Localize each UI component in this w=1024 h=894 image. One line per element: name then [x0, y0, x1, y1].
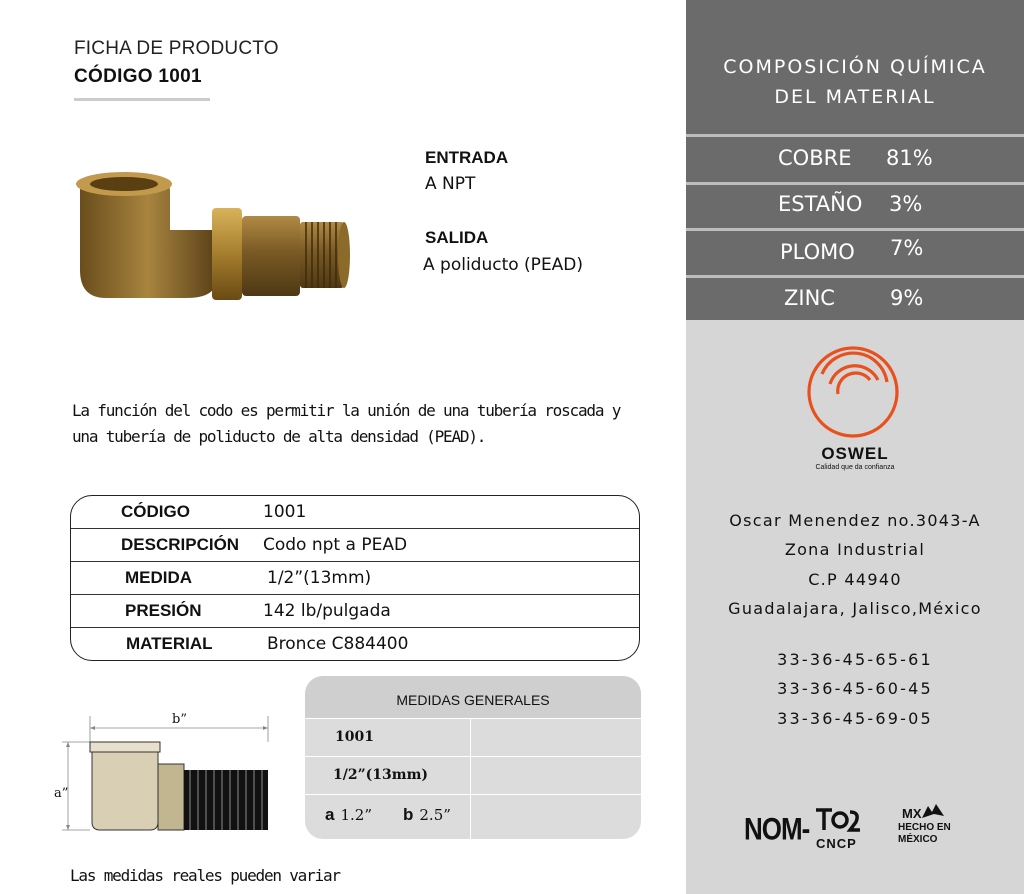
oswel-logo-icon [798, 340, 908, 450]
spec-value: Codo npt a PEAD [263, 535, 408, 555]
cncp-logo-icon [814, 804, 860, 834]
mx-mark: MX [902, 806, 922, 821]
spec-key: CÓDIGO [121, 502, 190, 521]
title-underline [74, 98, 210, 101]
composition-row-plomo [686, 234, 1024, 274]
product-description: La función del codo es permitir la unión de una tubería roscada y una tubería de poliducto de alta densidad (PEAD). [72, 401, 621, 446]
spec-value: 1001 [263, 502, 307, 522]
eagle-icon [920, 802, 946, 822]
phone-2: 33-36-45-60-45 [777, 679, 933, 698]
product-code-title: CÓDIGO 1001 [74, 66, 202, 87]
element-percent: 3% [889, 192, 923, 216]
composition-row-zinc [686, 280, 1024, 320]
hecho-en-mexico [898, 822, 951, 846]
divider [686, 228, 1024, 231]
address-line1: Oscar Menendez no.3043-A [729, 511, 981, 530]
element-percent: 7% [890, 236, 924, 260]
salida-label: SALIDA [425, 228, 489, 247]
dim-b-value: 2.5” [419, 806, 451, 824]
spec-key: PRESIÓN [125, 601, 202, 620]
spec-key: MATERIAL [126, 634, 213, 653]
phone-3: 33-36-45-69-05 [777, 709, 933, 728]
composition-row-estano [686, 186, 1024, 226]
hecho-line1: HECHO EN [898, 822, 951, 833]
dim-a [325, 805, 372, 825]
divider [686, 182, 1024, 185]
footnote: Las medidas reales pueden variar [70, 866, 340, 885]
element-percent: 9% [890, 286, 924, 310]
spec-value: 1/2”(13mm) [267, 568, 372, 588]
element-name: COBRE [778, 146, 852, 170]
composition-title-line1: COMPOSICIÓN QUÍMICA [723, 56, 987, 78]
nom-mark: NOM- [744, 810, 810, 847]
phone-1: 33-36-45-65-61 [777, 650, 933, 669]
column-divider [470, 795, 471, 839]
medidas-row-size [305, 756, 641, 795]
medidas-size: 1/2”(13mm) [333, 767, 429, 783]
spec-value: 142 lb/pulgada [263, 601, 391, 621]
brand-name: OSWEL [821, 444, 889, 463]
salida-value: A poliducto (PEAD) [423, 255, 584, 275]
element-name: PLOMO [780, 240, 855, 264]
element-name: ZINC [784, 286, 835, 310]
dimension-a-label: a” [54, 786, 69, 801]
entrada-value: A NPT [425, 174, 476, 194]
spec-row-presion [71, 595, 639, 628]
cncp-label: CNCP [816, 836, 857, 851]
address-line2: Zona Industrial [784, 540, 926, 559]
composition-row-cobre [686, 140, 1024, 180]
composition-title [686, 52, 1024, 112]
column-divider [470, 757, 471, 795]
brand-tagline: Calidad que da confianza [815, 464, 895, 471]
medidas-code: 1001 [335, 729, 374, 745]
address-line4: Guadalajara, Jalisco,México [728, 599, 982, 618]
dim-a-value: 1.2” [340, 806, 372, 824]
element-percent: 81% [886, 146, 933, 170]
spec-row-descripcion [71, 529, 639, 562]
spec-table [70, 495, 640, 661]
divider [686, 134, 1024, 137]
dimension-b-label: b” [172, 712, 187, 727]
entrada-label: ENTRADA [425, 148, 509, 167]
element-name: ESTAÑO [778, 192, 863, 216]
spec-row-codigo [71, 496, 639, 529]
product-image [66, 160, 356, 320]
address-line3: C.P 44940 [808, 570, 902, 589]
composition-title-line2: DEL MATERIAL [774, 86, 936, 108]
spec-key: DESCRIPCIÓN [121, 535, 240, 554]
dim-a-label: a [325, 805, 335, 824]
medidas-row-dims [305, 794, 641, 839]
right-panel [686, 0, 1024, 894]
spec-row-material [71, 628, 639, 661]
hecho-line2: MÉXICO [898, 834, 938, 845]
divider [686, 275, 1024, 278]
column-divider [470, 719, 471, 757]
dim-b-label: b [403, 805, 414, 824]
spec-key: MEDIDA [125, 568, 193, 587]
medidas-row-code [305, 718, 641, 757]
medidas-table [305, 676, 641, 839]
spec-value: Bronce C884400 [267, 634, 409, 654]
page-subtitle: FICHA DE PRODUCTO [74, 38, 279, 59]
dimension-drawing [48, 712, 288, 836]
medidas-title: MEDIDAS GENERALES [305, 676, 641, 718]
dim-b [403, 805, 451, 825]
spec-row-medida [71, 562, 639, 595]
